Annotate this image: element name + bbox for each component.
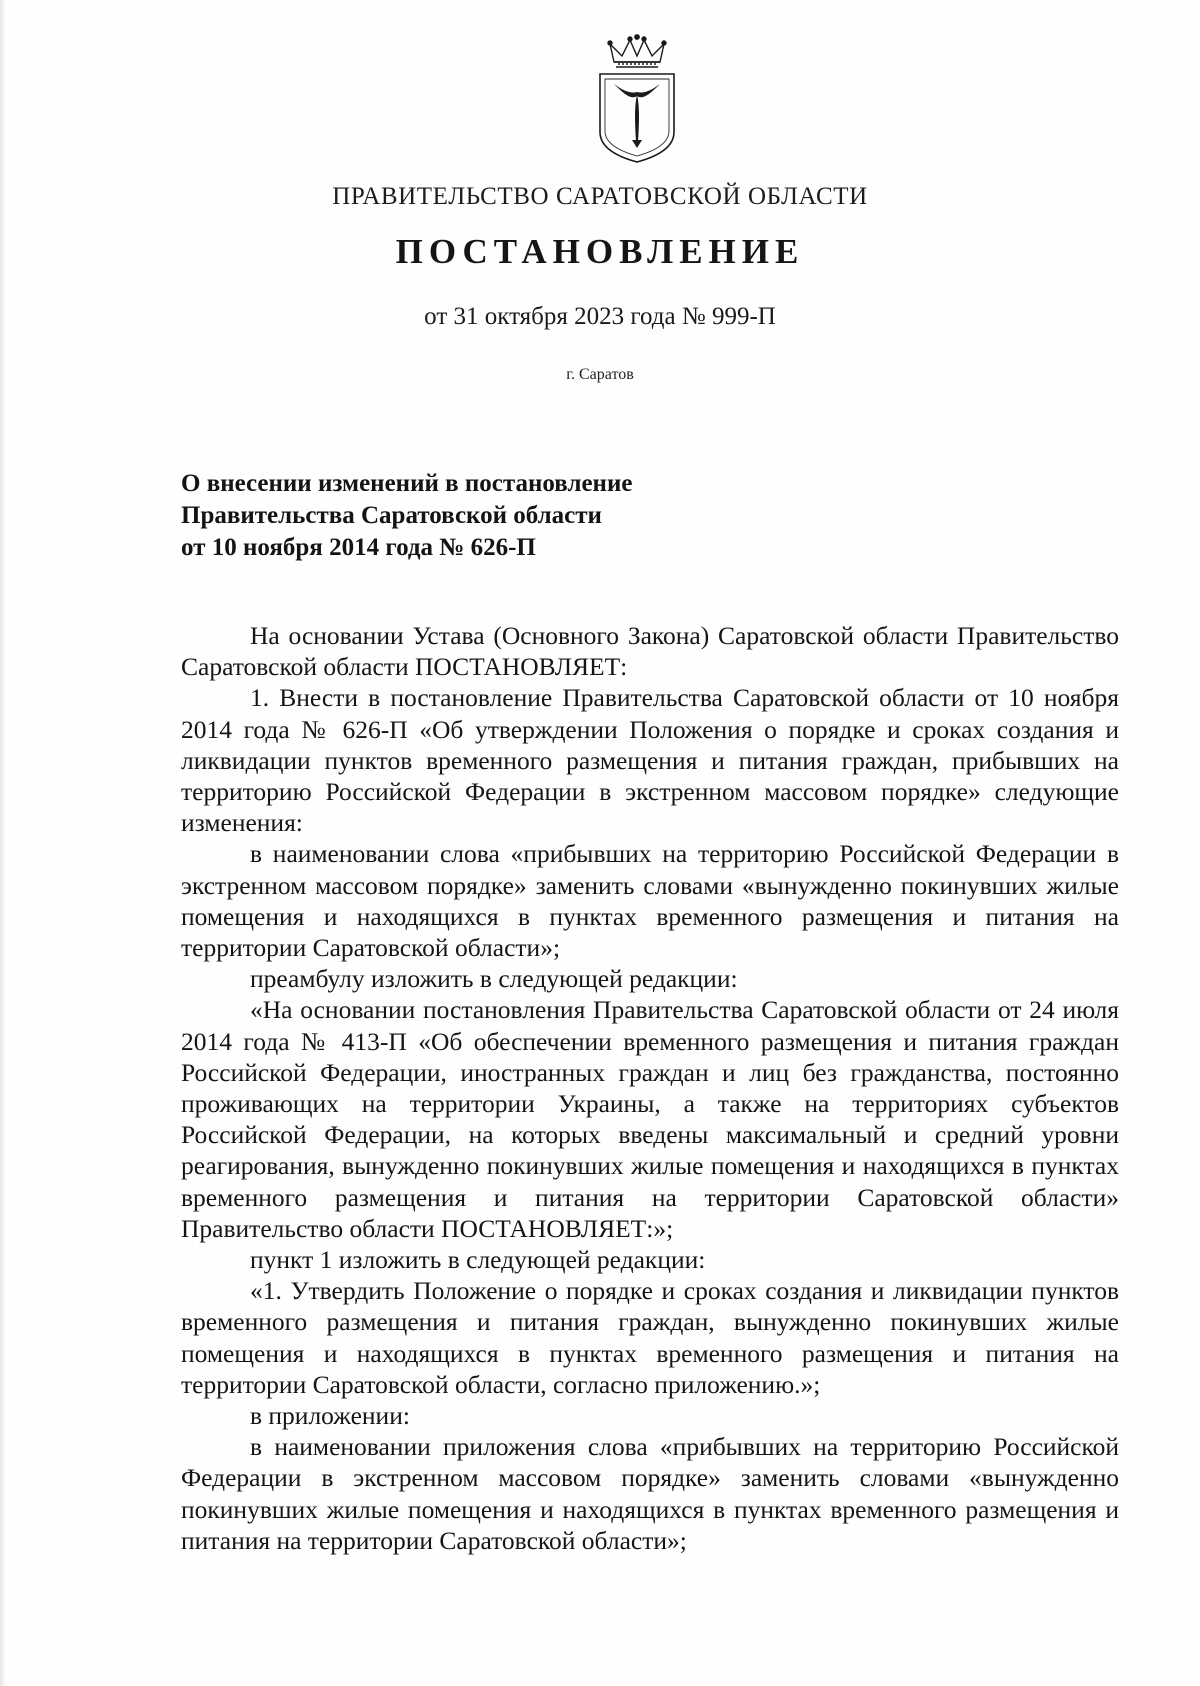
document-type: ПОСТАНОВЛЕНИЕ [395, 232, 805, 271]
body-paragraph: «На основании постановления Правительства Саратовской области от 24 июля 2014 года № 413-П «Об обеспечении временного размещения и питания граждан Российской Федерации, иностранных граждан и лиц без гражданства, постоянно проживающих на территории Украины, а также на территориях субъектов Российской Федерации, на которых введены максимальный и средний уровни реагирования, вынужденно покинувших жилые помещения и находящихся в пунктах временного размещения и питания на территории Саратовской области» Правительство области ПОСТАНОВЛЯЕТ:»; [181, 995, 1119, 1243]
body-paragraph: 1. Внести в постановление Правительства Саратовской области от 10 ноября 2014 года № 626-П «Об утверждении Положения о порядке и сроках создания и ликвидации пунктов временного размещения и питания граждан, прибывших на территорию Российской Федерации в экстренном массовом порядке» следующие изменения: [181, 683, 1119, 838]
body-paragraph: в наименовании слова «прибывших на территорию Российской Федерации в экстренном массовом порядке» заменить словами «вынужденно покинувших жилые помещения и находящихся в пунктах временного размещения и питания на территории Саратовской области»; [181, 839, 1119, 963]
coat-of-arms-icon [594, 34, 680, 164]
document-date-number: от 31 октября 2023 года № 999-П [424, 303, 776, 330]
document-body [181, 620, 1119, 1556]
body-paragraph: преамбулу изложить в следующей редакции: [250, 964, 738, 994]
document-title [181, 468, 881, 564]
body-paragraph: в приложении: [250, 1401, 410, 1431]
document-city: г. Саратов [566, 366, 634, 383]
title-line: от 10 ноября 2014 года № 626-П [181, 534, 536, 561]
body-paragraph: в наименовании приложения слова «прибывших на территорию Российской Федерации в экстренном массовом порядке» заменить словами «вынужденно покинувших жилые помещения и находящихся в пунктах временного размещения и питания на территории Саратовской области»; [181, 1432, 1119, 1555]
title-line: О внесении изменений в постановление [181, 470, 633, 497]
government-name: ПРАВИТЕЛЬСТВО САРАТОВСКОЙ ОБЛАСТИ [332, 183, 868, 210]
body-paragraph: пункт 1 изложить в следующей редакции: [250, 1245, 706, 1275]
title-line: Правительства Саратовской области [181, 502, 602, 529]
body-paragraph: На основании Устава (Основного Закона) Саратовской области Правительство Саратовской области ПОСТАНОВЛЯЕТ: [181, 621, 1119, 682]
body-paragraph: «1. Утвердить Положение о порядке и сроках создания и ликвидации пунктов временного размещения и питания граждан, вынужденно покинувших жилые помещения и находящихся в пунктах временного размещения и питания на территории Саратовской области, согласно приложению.»; [181, 1276, 1119, 1399]
